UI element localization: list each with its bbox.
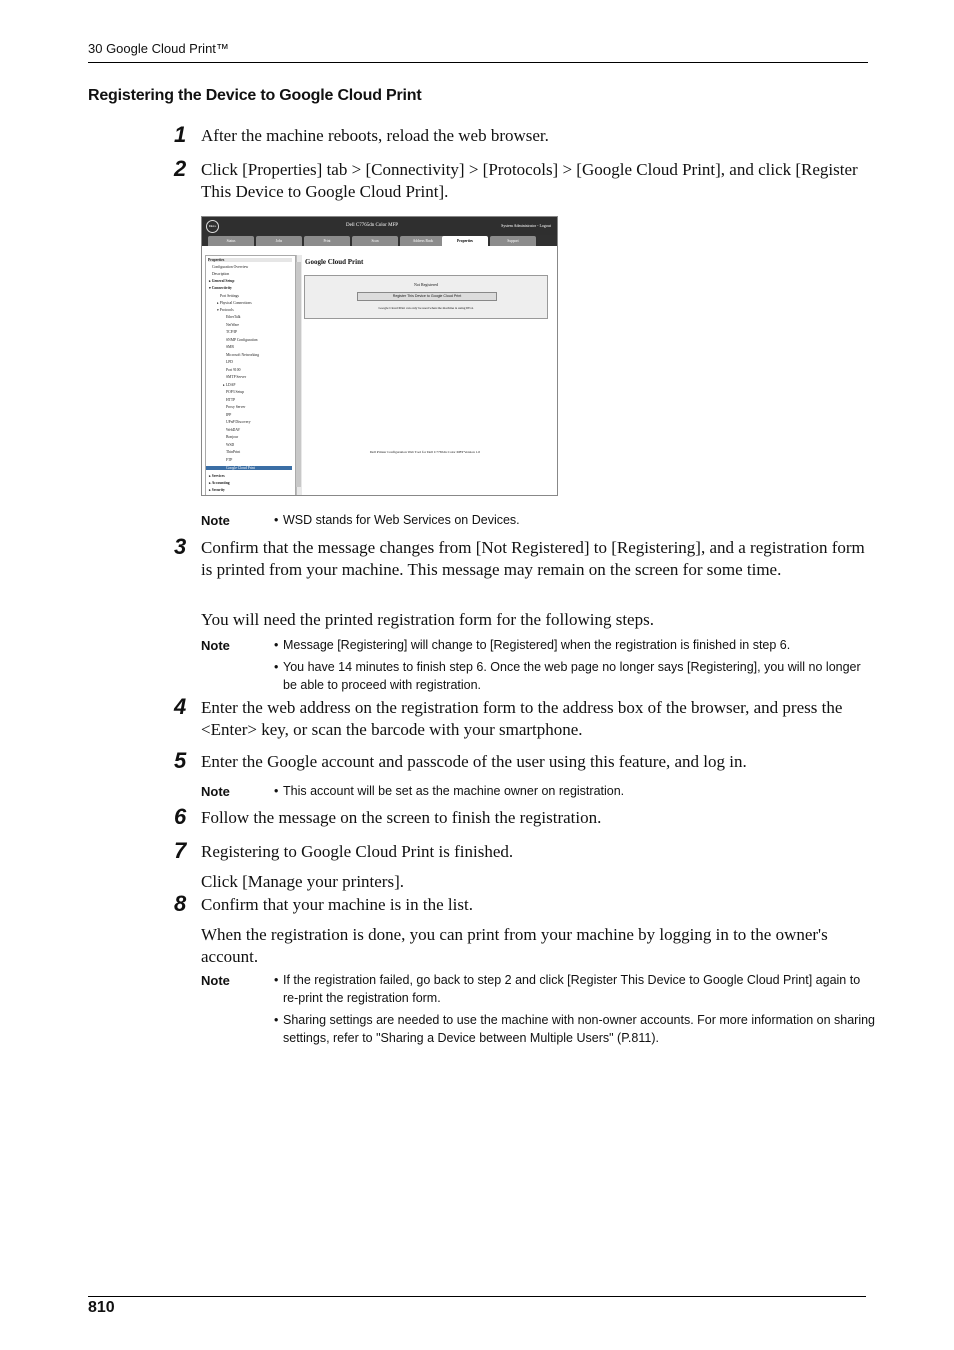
embedded-screenshot (201, 216, 558, 496)
screenshot-content-title: Google Cloud Print (305, 258, 364, 266)
note-item: • If the registration failed, go back to step 2 and click [Register This Device to Google Cloud Print] again to re-print the registration form. (274, 973, 861, 1005)
step-text: Enter the Google account and passcode of the user using this feature, and log in. (201, 752, 747, 771)
screenshot-tab-bar (202, 235, 557, 246)
screenshot-scroll-thumb (296, 262, 301, 487)
nav-item: Bonjour (226, 435, 239, 439)
nav-item: Properties (208, 258, 292, 262)
screenshot-title: Dell C7765dn Color MFP (346, 223, 399, 228)
registration-status: Not Registered (413, 282, 439, 287)
tab-support: Support (490, 236, 536, 246)
step-text: Confirm that your machine is in the list. (201, 895, 473, 914)
screenshot-sidebar (205, 255, 296, 496)
nav-item: ThinPrint (226, 450, 241, 454)
nav-item: ▾ Connectivity (209, 286, 232, 290)
tab-print: Print (304, 236, 350, 246)
nav-item: HTTP (226, 398, 236, 402)
step-number: 4 (174, 694, 187, 719)
nav-item: SMTP Server (226, 375, 247, 379)
note-label: Note (201, 513, 230, 528)
step-number: 8 (174, 891, 187, 916)
tab-jobs: Jobs (256, 236, 302, 246)
screenshot-title-bar (202, 217, 557, 235)
nav-item: NetWare (226, 323, 240, 327)
nav-item: Configuration Overview (212, 265, 249, 269)
nav-item: ▸ General Setup (209, 279, 235, 283)
step-text: When the registration is done, you can print from your machine by logging in to the owner's account. (201, 925, 828, 966)
step-number: 1 (174, 122, 187, 147)
nav-item: ▸ Security (209, 488, 225, 492)
note-item: • WSD stands for Web Services on Devices. (274, 513, 520, 527)
step-number: 6 (174, 804, 187, 829)
note-item: • You have 14 minutes to finish step 6. Once the web page no longer says [Registering], you will no longer be able to proceed with registration. (274, 660, 861, 692)
step-text: Confirm that the message changes from [Not Registered] to [Registering], and a registration form is printed from your machine. This message may remain on the screen for some time. (201, 538, 865, 579)
tab-address-book: Address Book (400, 236, 446, 246)
nav-item: FTP (226, 458, 233, 462)
note-label: Note (201, 973, 230, 988)
tab-properties: Properties (442, 236, 488, 246)
nav-item: Port 9100 (226, 368, 241, 372)
step-text: Enter the web address on the registration form to the address box of the browser, and press the <Enter> key, or scan the barcode with your smartphone. (201, 698, 843, 739)
nav-item: SNMP Configuration (226, 338, 258, 342)
nav-item: SMB (226, 345, 234, 349)
ipv4-note: Google Cloud Print can only be used when the machine is using IPv4. (378, 306, 474, 310)
nav-item-selected: Google Cloud Print (206, 466, 292, 470)
nav-item: ▸ Accounting (209, 481, 230, 485)
step-text: After the machine reboots, reload the web browser. (201, 126, 549, 145)
nav-item: ▾ Protocols (217, 308, 234, 312)
nav-item: WSD (226, 443, 235, 447)
screenshot-status-panel (304, 275, 548, 319)
dell-logo: DELL (206, 220, 219, 233)
header-rule (88, 62, 868, 63)
nav-item: LPD (226, 360, 233, 364)
step-number: 2 (174, 156, 187, 181)
tab-scan: Scan (352, 236, 398, 246)
nav-item: ▸ Services (209, 474, 225, 478)
nav-item: Proxy Server (226, 405, 246, 409)
nav-item: Port Settings (220, 294, 239, 298)
note-item: • Sharing settings are needed to use the machine with non-owner accounts. For more information on sharing settings, refer to "Sharing a Device between Multiple Users" (P.811). (274, 1013, 875, 1045)
note-item: • This account will be set as the machine owner on registration. (274, 784, 625, 798)
nav-item: ▸ LDAP (223, 383, 236, 387)
page-number: 810 (88, 1299, 115, 1316)
nav-item: UPnP Discovery (226, 420, 251, 424)
step-text: Registering to Google Cloud Print is finished. (201, 842, 514, 861)
footer-rule (88, 1296, 866, 1297)
nav-item: Microsoft Networking (226, 353, 260, 357)
step-number: 7 (174, 838, 187, 863)
section-title: Registering the Device to Google Cloud Print (88, 87, 422, 104)
step-text: Click [Manage your printers]. (201, 872, 404, 891)
nav-item: WebDAV (226, 428, 241, 432)
register-device-button: Register This Device to Google Cloud Print (357, 292, 497, 301)
screenshot-footer: Dell Printer Configuration Web Tool for Dell C7765dn Color MFP Version 1.0 (369, 450, 481, 454)
nav-item: TCP/IP (226, 330, 238, 334)
step-text: You will need the printed registration form for the following steps. (201, 610, 654, 629)
nav-item: POP3 Setup (226, 390, 244, 394)
step-number: 3 (174, 534, 187, 559)
note-item: • Message [Registering] will change to [Registered] when the registration is finished in step 6. (274, 638, 791, 652)
nav-item: ▸ Physical Connections (217, 301, 252, 305)
nav-item: IPP (226, 413, 232, 417)
note-label: Note (201, 784, 230, 799)
note-label: Note (201, 638, 230, 653)
nav-item: Description (212, 272, 230, 276)
step-text: Follow the message on the screen to finish the registration. (201, 808, 602, 827)
running-head: 30 Google Cloud Print™ (88, 41, 229, 56)
tab-status: Status (208, 236, 254, 246)
screenshot-user: System Administrator - Logout (501, 223, 551, 228)
nav-item: EtherTalk (226, 315, 241, 319)
step-number: 5 (174, 748, 187, 773)
step-text: Click [Properties] tab > [Connectivity] > [Protocols] > [Google Cloud Print], and click [Register This Device to Google Cloud Print]. (201, 160, 858, 201)
